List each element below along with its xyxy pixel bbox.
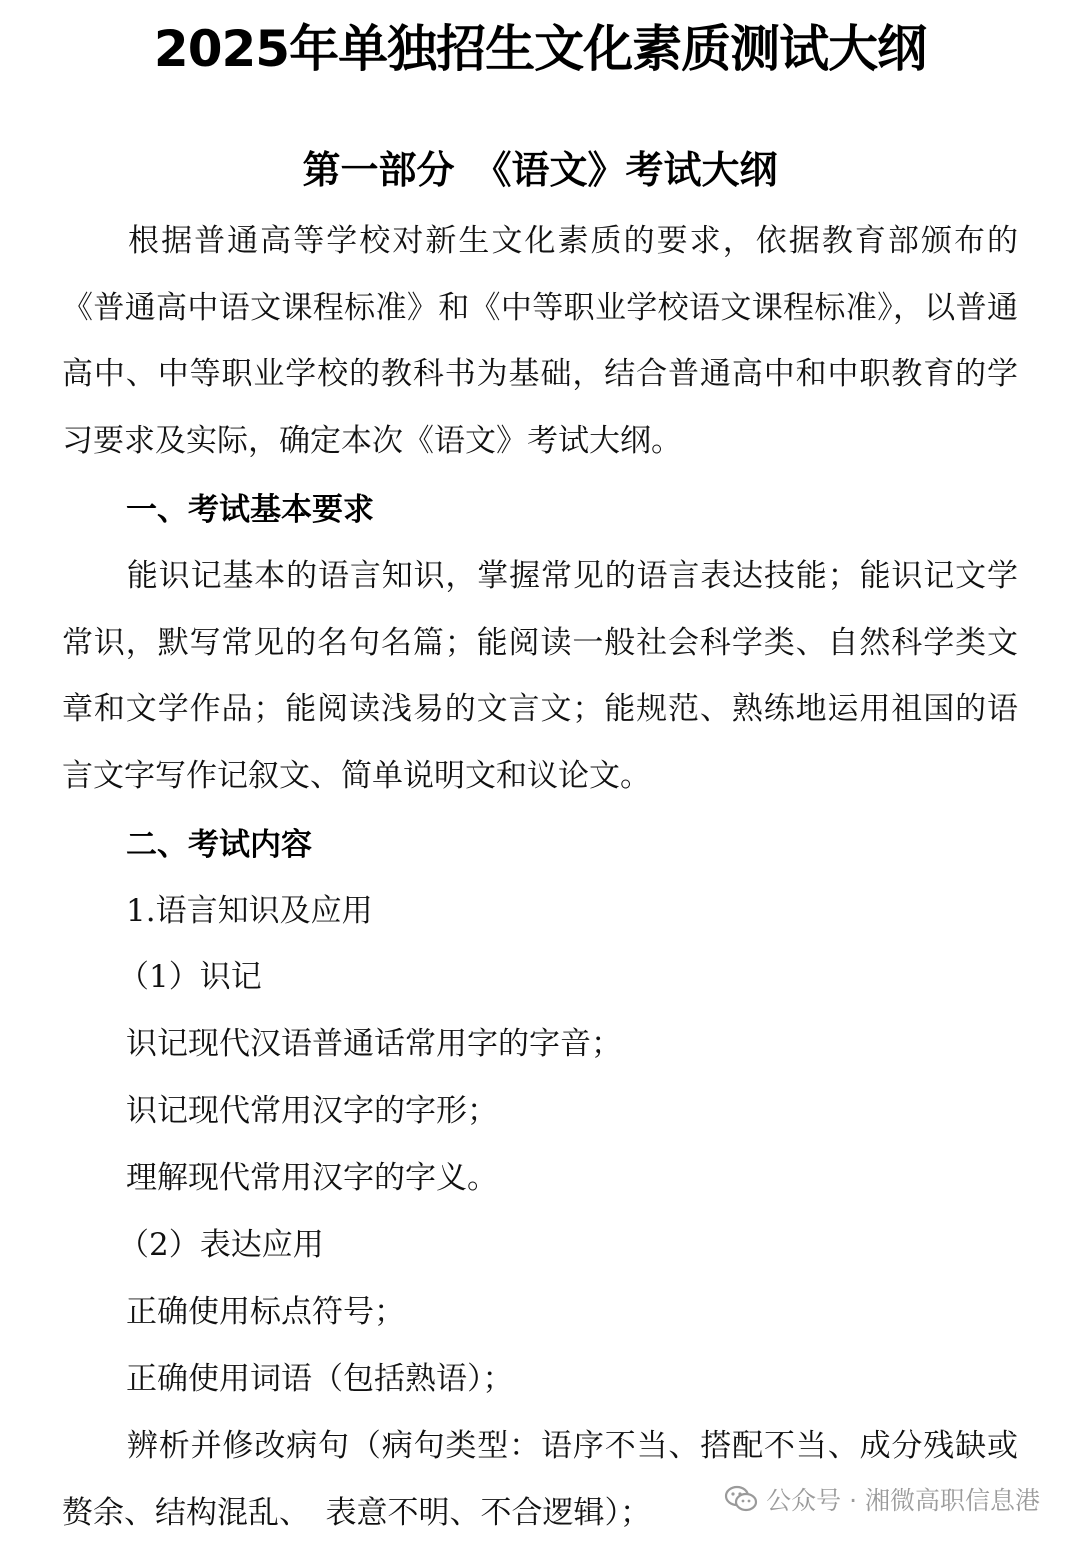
requirements-paragraph — [62, 543, 1018, 809]
account-watermark — [718, 1479, 1046, 1519]
item-language-knowledge: 1.语言知识及应用 — [126, 893, 373, 929]
watermark-text: 公众号 · 湘微高职信息港 — [766, 1486, 1040, 1515]
list-item: 理解现代常用汉字的字义。 — [126, 1160, 498, 1196]
part-title: 第一部分 《语文》考试大纲 — [302, 147, 778, 192]
section-heading-requirements: 一、考试基本要求 — [126, 492, 374, 528]
section-heading-content: 二、考试内容 — [126, 827, 312, 863]
list-item: 正确使用标点符号； — [126, 1294, 405, 1330]
list-item: 正确使用词语（包括熟语）； — [126, 1361, 514, 1397]
intro-paragraph — [62, 208, 1018, 474]
sentence-correction-text: 辨析并修改病句（病句类型：语序不当、搭配不当、成分残缺或赘余、结构混乱、 表意不明、不合逻辑）； — [62, 1428, 1018, 1531]
list-item: 识记现代汉语普通话常用字的字音； — [126, 1026, 622, 1062]
wechat-icon — [724, 1484, 758, 1514]
list-item: 识记现代常用汉字的字形； — [126, 1093, 498, 1129]
subitem-expression: （2）表达应用 — [118, 1227, 324, 1263]
intro-text: 根据普通高等学校对新生文化素质的要求，依据教育部颁布的《普通高中语文课程标准》和《中等职业学校语文课程标准》，以普通高中、中等职业学校的教科书为基础，结合普通高中和中职教育的学习要求及实际，确定本次《语文》考试大纲。 — [62, 223, 1018, 459]
subitem-memorize: （1）识记 — [118, 959, 262, 995]
requirements-text: 能识记基本的语言知识，掌握常见的语言表达技能；能识记文学常识，默写常见的名句名篇；能阅读一般社会科学类、自然科学类文章和文学作品；能阅读浅易的文言文；能规范、熟练地运用祖国的语言文字写作记叙文、简单说明文和议论文。 — [62, 558, 1018, 794]
document-title: 2025年单独招生文化素质测试大纲 — [153, 20, 927, 78]
